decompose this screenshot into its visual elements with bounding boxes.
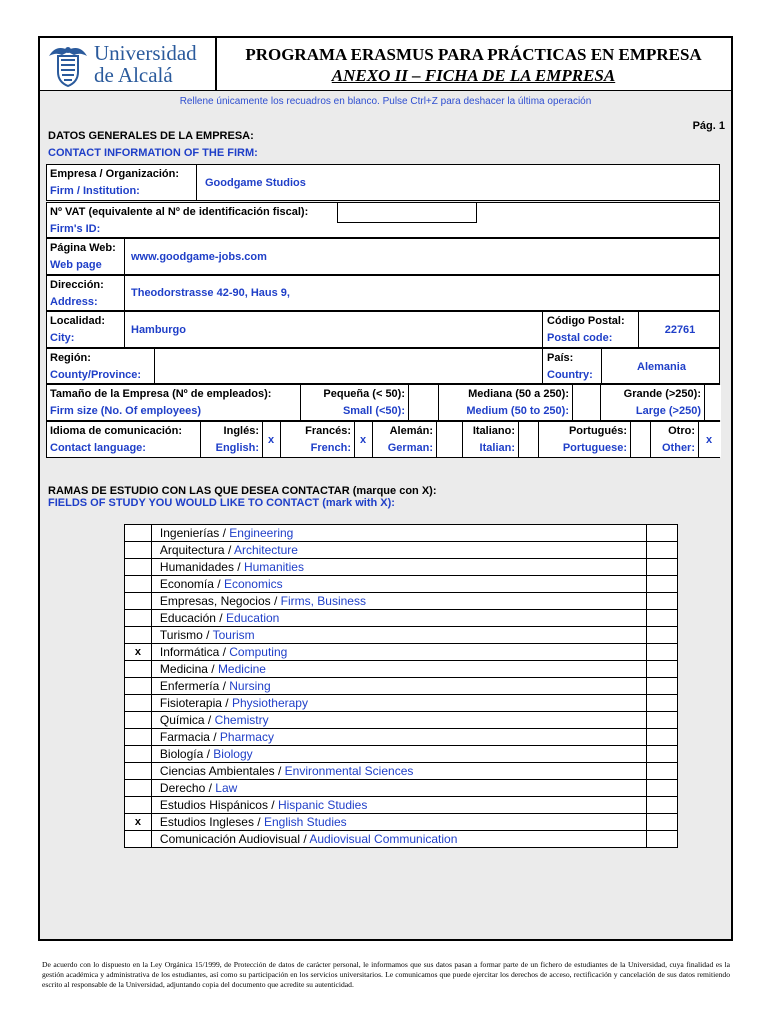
address-label-cell <box>47 276 125 310</box>
field-checkbox[interactable] <box>125 542 152 559</box>
field-checkbox[interactable] <box>125 797 152 814</box>
field-name <box>151 576 646 593</box>
field-checkbox[interactable] <box>125 661 152 678</box>
french-checkbox[interactable]: x <box>355 422 373 457</box>
italian-checkbox[interactable] <box>519 422 539 457</box>
form-subtitle: ANEXO II – FICHA DE LA EMPRESA <box>331 66 616 85</box>
other-label-cell <box>651 422 699 457</box>
field-name-es: Informática / <box>159 645 230 659</box>
field-name-en: Pharmacy <box>219 730 274 744</box>
field-extra-cell <box>647 576 678 593</box>
field-name-en: Nursing <box>229 679 271 693</box>
small-label: Pequeña (< 50): <box>323 388 405 400</box>
firm-label: Empresa / Organización: <box>50 168 179 180</box>
web-row <box>46 238 720 275</box>
field-name-es: Biología / <box>159 747 214 761</box>
field-extra-cell <box>647 780 678 797</box>
field-row <box>125 831 678 848</box>
instruction-text: Rellene únicamente los recuadros en blanco. Pulse Ctrl+Z para deshacer la última operación <box>179 96 592 107</box>
field-row <box>125 695 678 712</box>
postal-label-en: Postal code: <box>547 332 613 344</box>
field-name-en: Engineering <box>229 526 294 540</box>
field-extra-cell <box>647 610 678 627</box>
medium-checkbox[interactable] <box>573 385 601 420</box>
postal-label: Código Postal: <box>547 315 625 327</box>
other-checkbox[interactable]: x <box>699 422 721 457</box>
field-row <box>125 746 678 763</box>
field-name-es: Farmacia / <box>159 730 220 744</box>
general-section-title-en: CONTACT INFORMATION OF THE FIRM: <box>48 147 258 159</box>
field-row <box>125 729 678 746</box>
field-extra-cell <box>647 542 678 559</box>
field-name <box>151 661 646 678</box>
field-row <box>125 559 678 576</box>
language-row <box>46 421 720 458</box>
field-checkbox[interactable] <box>125 831 152 848</box>
small-checkbox[interactable] <box>409 385 439 420</box>
vat-input[interactable] <box>337 203 477 223</box>
city-label: Localidad: <box>50 315 106 327</box>
portuguese-label-cell <box>539 422 631 457</box>
german-checkbox[interactable] <box>437 422 463 457</box>
field-extra-cell <box>647 559 678 576</box>
field-row <box>125 797 678 814</box>
field-name-en: Hispanic Studies <box>277 798 368 812</box>
firm-label-cell <box>47 165 197 200</box>
fields-section-title-en: FIELDS OF STUDY YOU WOULD LIKE TO CONTACT (mark with X): <box>48 497 395 509</box>
vat-label-cell <box>47 203 337 237</box>
field-checkbox[interactable]: x <box>125 814 152 831</box>
field-name-en: Humanities <box>243 560 304 574</box>
field-name-es: Estudios Hispánicos / <box>159 798 278 812</box>
country-label-en: Country: <box>547 369 593 381</box>
field-name-es: Química / <box>159 713 215 727</box>
german-label-cell <box>373 422 437 457</box>
field-extra-cell <box>647 593 678 610</box>
field-row <box>125 576 678 593</box>
large-checkbox[interactable] <box>705 385 721 420</box>
field-checkbox[interactable] <box>125 678 152 695</box>
field-name-en: Law <box>215 781 238 795</box>
field-checkbox[interactable] <box>125 746 152 763</box>
field-name-es: Ingenierías / <box>159 526 230 540</box>
field-name-es: Estudios Ingleses / <box>159 815 264 829</box>
medium-label-en: Medium (50 to 250): <box>466 405 569 417</box>
field-name <box>151 525 646 542</box>
field-extra-cell <box>647 695 678 712</box>
country-label: País: <box>547 352 574 364</box>
field-row <box>125 610 678 627</box>
medium-label: Mediana (50 a 250): <box>468 388 569 400</box>
field-name-en: Firms, Business <box>280 594 366 608</box>
english-label: Inglés: <box>223 425 259 437</box>
field-name <box>151 627 646 644</box>
size-label-cell <box>47 385 301 420</box>
field-name <box>151 542 646 559</box>
field-row <box>125 593 678 610</box>
field-name <box>151 712 646 729</box>
field-name <box>151 797 646 814</box>
field-name <box>151 729 646 746</box>
field-name-en: English Studies <box>263 815 347 829</box>
field-checkbox[interactable] <box>125 610 152 627</box>
city-row <box>46 311 720 348</box>
field-name <box>151 814 646 831</box>
field-row <box>125 644 678 661</box>
field-name-en: Biology <box>213 747 253 761</box>
address-label: Dirección: <box>50 279 104 291</box>
field-checkbox[interactable] <box>125 559 152 576</box>
field-name <box>151 695 646 712</box>
vat-label: Nº VAT (equivalente al Nº de identificación fiscal): <box>50 206 309 218</box>
field-name-en: Medicine <box>217 662 266 676</box>
large-label: Grande (>250): <box>623 388 701 400</box>
field-name <box>151 746 646 763</box>
field-extra-cell <box>647 712 678 729</box>
privacy-notice: De acuerdo con lo dispuesto en la Ley Orgánica 15/1999, de Protección de datos de carácter personal, le informamos que sus datos pasan a formar parte de un fichero de estudiantes de la Universidad, cuya finalidad es la gestión académica y administrativa de los estudiantes, así como su participación en los servicios universitarios. Le comunicamos que puede ejercitar los derechos de acceso, rectificación y cancelación de sus datos remitiendo escrito al responsable de la Universidad, adjuntando copia del documento que acredite su autenticidad. <box>42 960 730 989</box>
field-extra-cell <box>647 814 678 831</box>
form-title: PROGRAMA ERASMUS PARA PRÁCTICAS EN EMPRESA <box>245 45 702 64</box>
field-name-es: Empresas, Negocios / <box>159 594 281 608</box>
field-checkbox[interactable] <box>125 763 152 780</box>
fields-table <box>124 524 678 848</box>
field-row <box>125 627 678 644</box>
country-input[interactable]: Alemania <box>637 361 686 373</box>
field-name-en: Chemistry <box>214 713 269 727</box>
form-frame <box>38 36 733 941</box>
field-name <box>151 593 646 610</box>
italian-label: Italiano: <box>472 425 515 437</box>
field-name <box>151 678 646 695</box>
region-label: Región: <box>50 352 91 364</box>
field-name-es: Medicina / <box>159 662 218 676</box>
postal-label-cell <box>542 312 639 347</box>
field-name-en: Computing <box>229 645 288 659</box>
size-label: Tamaño de la Empresa (Nº de empleados): <box>50 388 272 400</box>
language-label: Idioma de comunicación: <box>50 425 183 437</box>
address-row <box>46 275 720 311</box>
region-label-en: County/Province: <box>50 369 142 381</box>
other-label-en: Other: <box>662 442 695 454</box>
postal-input[interactable]: 22761 <box>664 324 696 336</box>
field-row <box>125 712 678 729</box>
field-row <box>125 814 678 831</box>
region-label-cell <box>47 349 155 383</box>
field-name <box>151 780 646 797</box>
language-label-en: Contact language: <box>50 442 146 454</box>
field-name-es: Educación / <box>159 611 226 625</box>
field-extra-cell <box>647 746 678 763</box>
english-checkbox[interactable]: x <box>263 422 281 457</box>
fields-section-title: RAMAS DE ESTUDIO CON LAS QUE DESEA CONTACTAR (marque con X): <box>48 485 437 497</box>
country-label-cell <box>542 349 602 383</box>
size-row <box>46 384 720 421</box>
french-label-en: French: <box>310 442 351 454</box>
general-section-title: DATOS GENERALES DE LA EMPRESA: <box>48 130 254 142</box>
field-extra-cell <box>647 627 678 644</box>
logo-line-2: de Alcalá <box>94 63 173 87</box>
field-name-es: Arquitectura / <box>159 543 234 557</box>
field-extra-cell <box>647 678 678 695</box>
german-label: Alemán: <box>389 425 433 437</box>
field-checkbox[interactable] <box>125 729 152 746</box>
field-name-es: Ciencias Ambientales / <box>159 764 285 778</box>
field-extra-cell <box>647 644 678 661</box>
portuguese-checkbox[interactable] <box>631 422 651 457</box>
field-extra-cell <box>647 729 678 746</box>
city-label-cell <box>47 312 125 347</box>
field-extra-cell <box>647 661 678 678</box>
field-name-es: Economía / <box>159 577 224 591</box>
field-name-en: Audiovisual Communication <box>309 832 458 846</box>
field-name-en: Tourism <box>212 628 255 642</box>
field-name-en: Education <box>225 611 280 625</box>
header <box>40 38 731 91</box>
field-name-es: Comunicación Audiovisual / <box>159 832 310 846</box>
portuguese-label-en: Portuguese: <box>562 442 627 454</box>
field-checkbox[interactable] <box>125 593 152 610</box>
french-label: Francés: <box>305 425 351 437</box>
portuguese-label: Portugués: <box>568 425 627 437</box>
field-extra-cell <box>647 525 678 542</box>
large-label-cell <box>601 385 705 420</box>
italian-label-en: Italian: <box>479 442 515 454</box>
university-logo <box>46 42 214 88</box>
firm-label-en: Firm / Institution: <box>50 185 140 197</box>
page-number: Pág. 1 <box>692 120 725 132</box>
field-name-es: Fisioterapia / <box>159 696 232 710</box>
small-label-en: Small (<50): <box>342 405 405 417</box>
field-name <box>151 763 646 780</box>
firm-row <box>46 164 720 201</box>
web-label-cell <box>47 239 125 274</box>
field-checkbox[interactable] <box>125 712 152 729</box>
address-label-en: Address: <box>50 296 98 308</box>
field-checkbox[interactable] <box>125 525 152 542</box>
field-name <box>151 559 646 576</box>
vat-row <box>46 202 720 238</box>
other-label: Otro: <box>668 425 695 437</box>
city-input[interactable]: Hamburgo <box>131 324 186 336</box>
field-name-es: Turismo / <box>159 628 213 642</box>
field-extra-cell <box>647 797 678 814</box>
field-checkbox[interactable] <box>125 780 152 797</box>
field-row <box>125 525 678 542</box>
french-label-cell <box>281 422 355 457</box>
field-extra-cell <box>647 763 678 780</box>
field-name-es: Enfermería / <box>159 679 230 693</box>
field-checkbox[interactable] <box>125 627 152 644</box>
field-name-es: Derecho / <box>159 781 216 795</box>
field-name-en: Environmental Sciences <box>284 764 414 778</box>
small-label-cell <box>301 385 409 420</box>
logo-line-1: Universidad <box>94 41 197 65</box>
field-name-en: Physiotherapy <box>231 696 308 710</box>
region-row <box>46 348 720 384</box>
field-row <box>125 763 678 780</box>
city-label-en: City: <box>50 332 75 344</box>
field-name <box>151 610 646 627</box>
italian-label-cell <box>463 422 519 457</box>
field-name <box>151 831 646 848</box>
medium-label-cell <box>439 385 573 420</box>
field-checkbox[interactable]: x <box>125 644 152 661</box>
field-extra-cell <box>647 831 678 848</box>
english-label-en: English: <box>215 442 259 454</box>
english-label-cell <box>201 422 263 457</box>
field-name <box>151 644 646 661</box>
field-row <box>125 678 678 695</box>
size-label-en: Firm size (No. Of employees) <box>50 405 201 417</box>
web-label: Página Web: <box>50 242 116 254</box>
university-crest-icon <box>46 42 90 88</box>
field-name-es: Humanidades / <box>159 560 244 574</box>
firm-input[interactable]: Goodgame Studios <box>205 177 306 189</box>
field-name-en: Architecture <box>233 543 298 557</box>
field-row <box>125 542 678 559</box>
field-row <box>125 780 678 797</box>
german-label-en: German: <box>387 442 433 454</box>
field-checkbox[interactable] <box>125 695 152 712</box>
vat-label-en: Firm's ID: <box>50 223 101 235</box>
large-label-en: Large (>250) <box>635 405 701 417</box>
web-input[interactable]: www.goodgame-jobs.com <box>131 251 267 263</box>
address-input[interactable]: Theodorstrasse 42-90, Haus 9, <box>131 287 290 299</box>
field-row <box>125 661 678 678</box>
field-checkbox[interactable] <box>125 576 152 593</box>
web-label-en: Web page <box>50 259 102 271</box>
language-label-cell <box>47 422 201 457</box>
field-name-en: Economics <box>223 577 283 591</box>
